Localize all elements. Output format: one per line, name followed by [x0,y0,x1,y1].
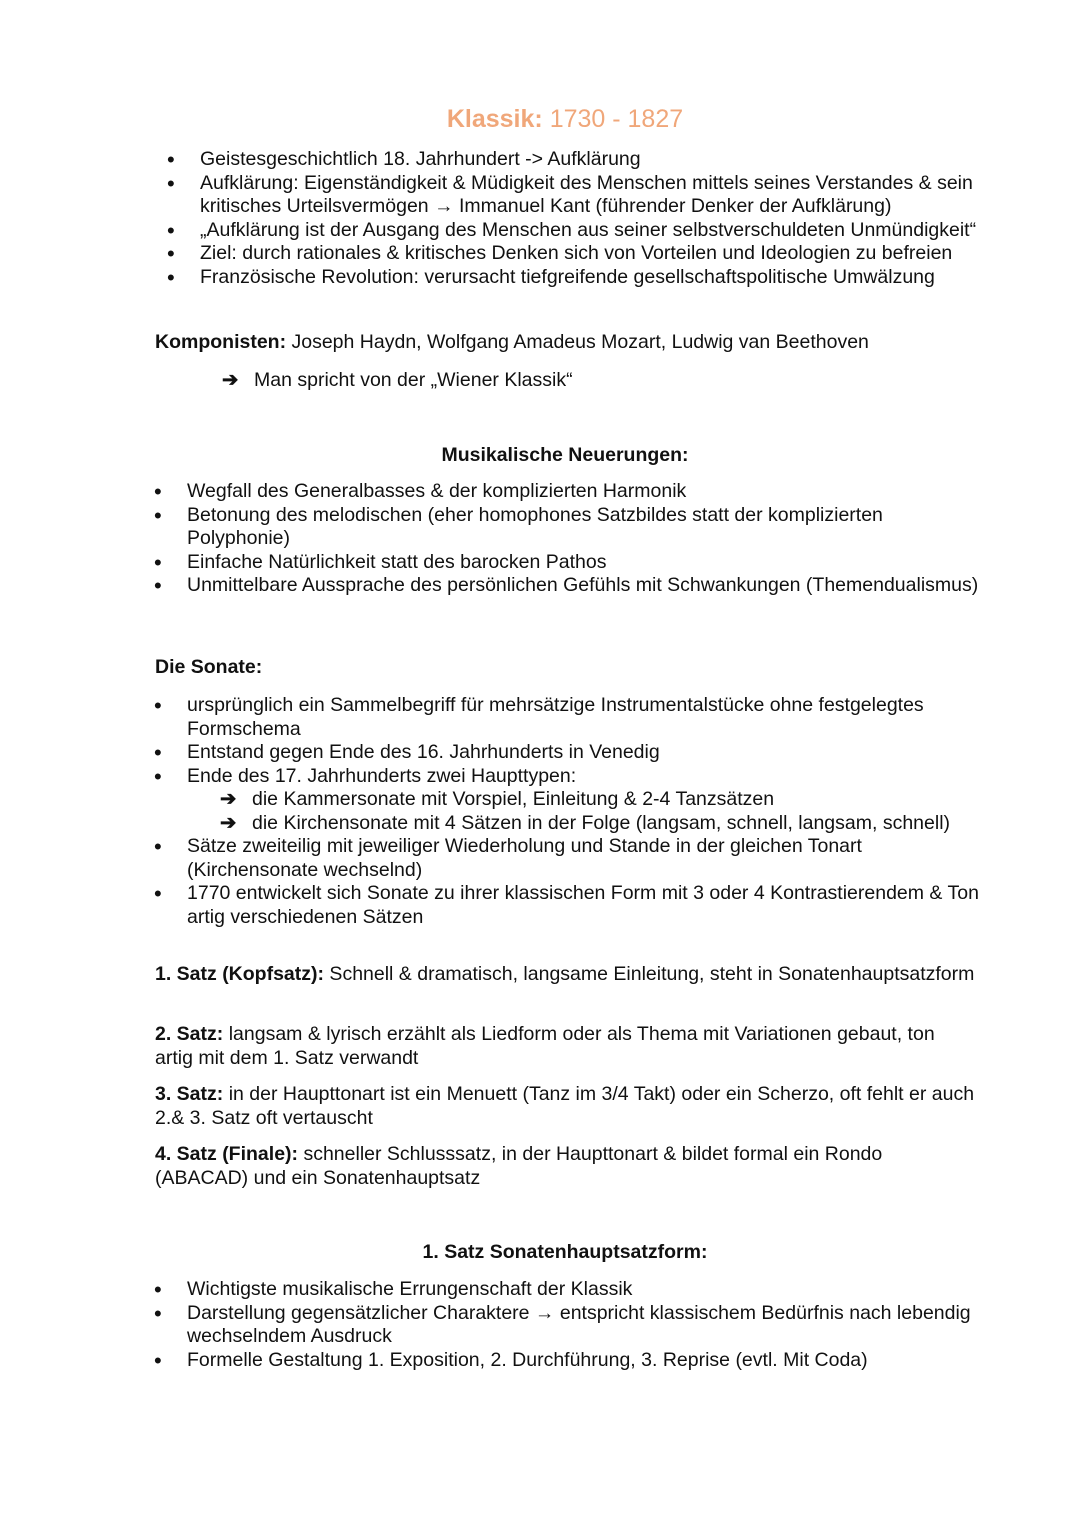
arrow-icon: ➔ [222,369,239,391]
list-item: • Einfache Natürlichkeit statt des barocken Pathos [187,551,987,575]
list-item-text: Ende des 17. Jahrhunderts zwei Haupttypen: [187,764,577,787]
list-item: • 1770 entwickelt sich Sonate zu ihrer klassischen Form mit 3 oder 4 Kontrastierendem & Ton artig verschiedenen Sätzen [187,882,987,929]
list-item: • Aufklärung: Eigenständigkeit & Müdigkeit des Menschen mittels seines Verstandes & sein kritisches Urteilsvermögen → Immanuel Kant (führender Denker der Aufklärung) [200,172,990,219]
sonata-types-list [187,788,987,835]
list-item-text: die Kirchensonate mit 4 Sätzen in der Folge (langsam, schnell, langsam, schnell) [252,811,951,834]
list-item: • Französische Revolution: verursacht tiefgreifende gesellschaftspolitische Umwälzung [200,266,990,290]
movement-label: 2. Satz: [155,1023,224,1045]
intro-bullet-list [200,148,990,289]
title-label: Klassik: [446,105,543,133]
sonata-form-heading: 1. Satz Sonatenhauptsatzform: [422,1241,708,1263]
list-item [187,765,987,836]
list-item: • „Aufklärung ist der Ausgang des Menschen aus seiner selbstverschuldeten Unmündigkeit“ [200,219,990,243]
list-item [220,812,987,836]
list-item: • Ziel: durch rationales & kritisches Denken sich von Vorteilen und Ideologien zu befreien [200,242,990,266]
list-item [220,788,987,812]
list-item: • Darstellung gegensätzlicher Charaktere → entspricht klassischem Bedürfnis nach lebendig wechselndem Ausdruck [187,1302,987,1349]
list-item: • Wichtigste musikalische Errungenschaft der Klassik [187,1278,987,1302]
list-item-text: die Kammersonate mit Vorspiel, Einleitung & 2-4 Tanzsätzen [252,788,775,810]
movement-2 [155,1023,975,1070]
list-item: • Geistesgeschichtlich 18. Jahrhundert -> Aufklärung [200,148,990,172]
list-item: • Sätze zweiteilig mit jeweiliger Wiederholung und Stande in der gleichen Tonart (Kirchensonate wechselnd) [187,835,987,882]
movement-text: langsam & lyrisch erzählt als Liedform oder als Thema mit Variationen gebaut, ton artig mit dem 1. Satz verwandt [155,1023,935,1069]
composers-text: Joseph Haydn, Wolfgang Amadeus Mozart, Ludwig van Beethoven [286,331,869,353]
list-item: • Entstand gegen Ende des 16. Jahrhunderts in Venedig [187,741,987,765]
movement-label: 4. Satz (Finale): [155,1143,299,1165]
movement-label: 3. Satz: [155,1083,224,1105]
sonata-heading: Die Sonate: [155,656,263,678]
movement-1 [155,963,975,987]
list-item: • Wegfall des Generalbasses & der komplizierten Harmonik [187,480,987,504]
arrow-icon: ➔ [220,788,237,810]
list-item: • ursprünglich ein Sammelbegriff für mehrsätzige Instrumentalstücke ohne festgelegtes Formschema [187,694,987,741]
movement-3 [155,1083,975,1130]
sonata-bullet-list [187,694,987,929]
composers-line [155,331,985,355]
sonata-form-bullet-list [187,1278,987,1372]
composers-label: Komponisten: [155,331,287,353]
composers-note-text: Man spricht von der „Wiener Klassik“ [254,369,573,391]
arrow-icon: ➔ [220,811,237,834]
movement-label: 1. Satz (Kopfsatz): [155,963,325,985]
page-title [0,104,1080,134]
movement-text: Schnell & dramatisch, langsame Einleitung, steht in Sonatenhauptsatzform [324,963,975,985]
list-item: • Unmittelbare Aussprache des persönlichen Gefühls mit Schwankungen (Themendualismus) [187,574,987,598]
list-item: • Formelle Gestaltung 1. Exposition, 2. Durchführung, 3. Reprise (evtl. Mit Coda) [187,1349,987,1373]
composers-note [222,369,1052,393]
movement-text: schneller Schlusssatz, in der Haupttonart & bildet formal ein Rondo (ABACAD) und ein Sonatenhauptsatz [155,1143,883,1189]
movement-text: in der Haupttonart ist ein Menuett (Tanz im 3/4 Takt) oder ein Scherzo, oft fehlt er auch 2.& 3. Satz oft vertauscht [155,1083,975,1129]
innovations-bullet-list [187,480,987,598]
innovations-heading: Musikalische Neuerungen: [441,444,689,466]
list-item: • Betonung des melodischen (eher homophones Satzbildes statt der komplizierten Polyphonie) [187,504,987,551]
movement-4 [155,1143,975,1190]
title-years: 1730 - 1827 [549,105,684,133]
